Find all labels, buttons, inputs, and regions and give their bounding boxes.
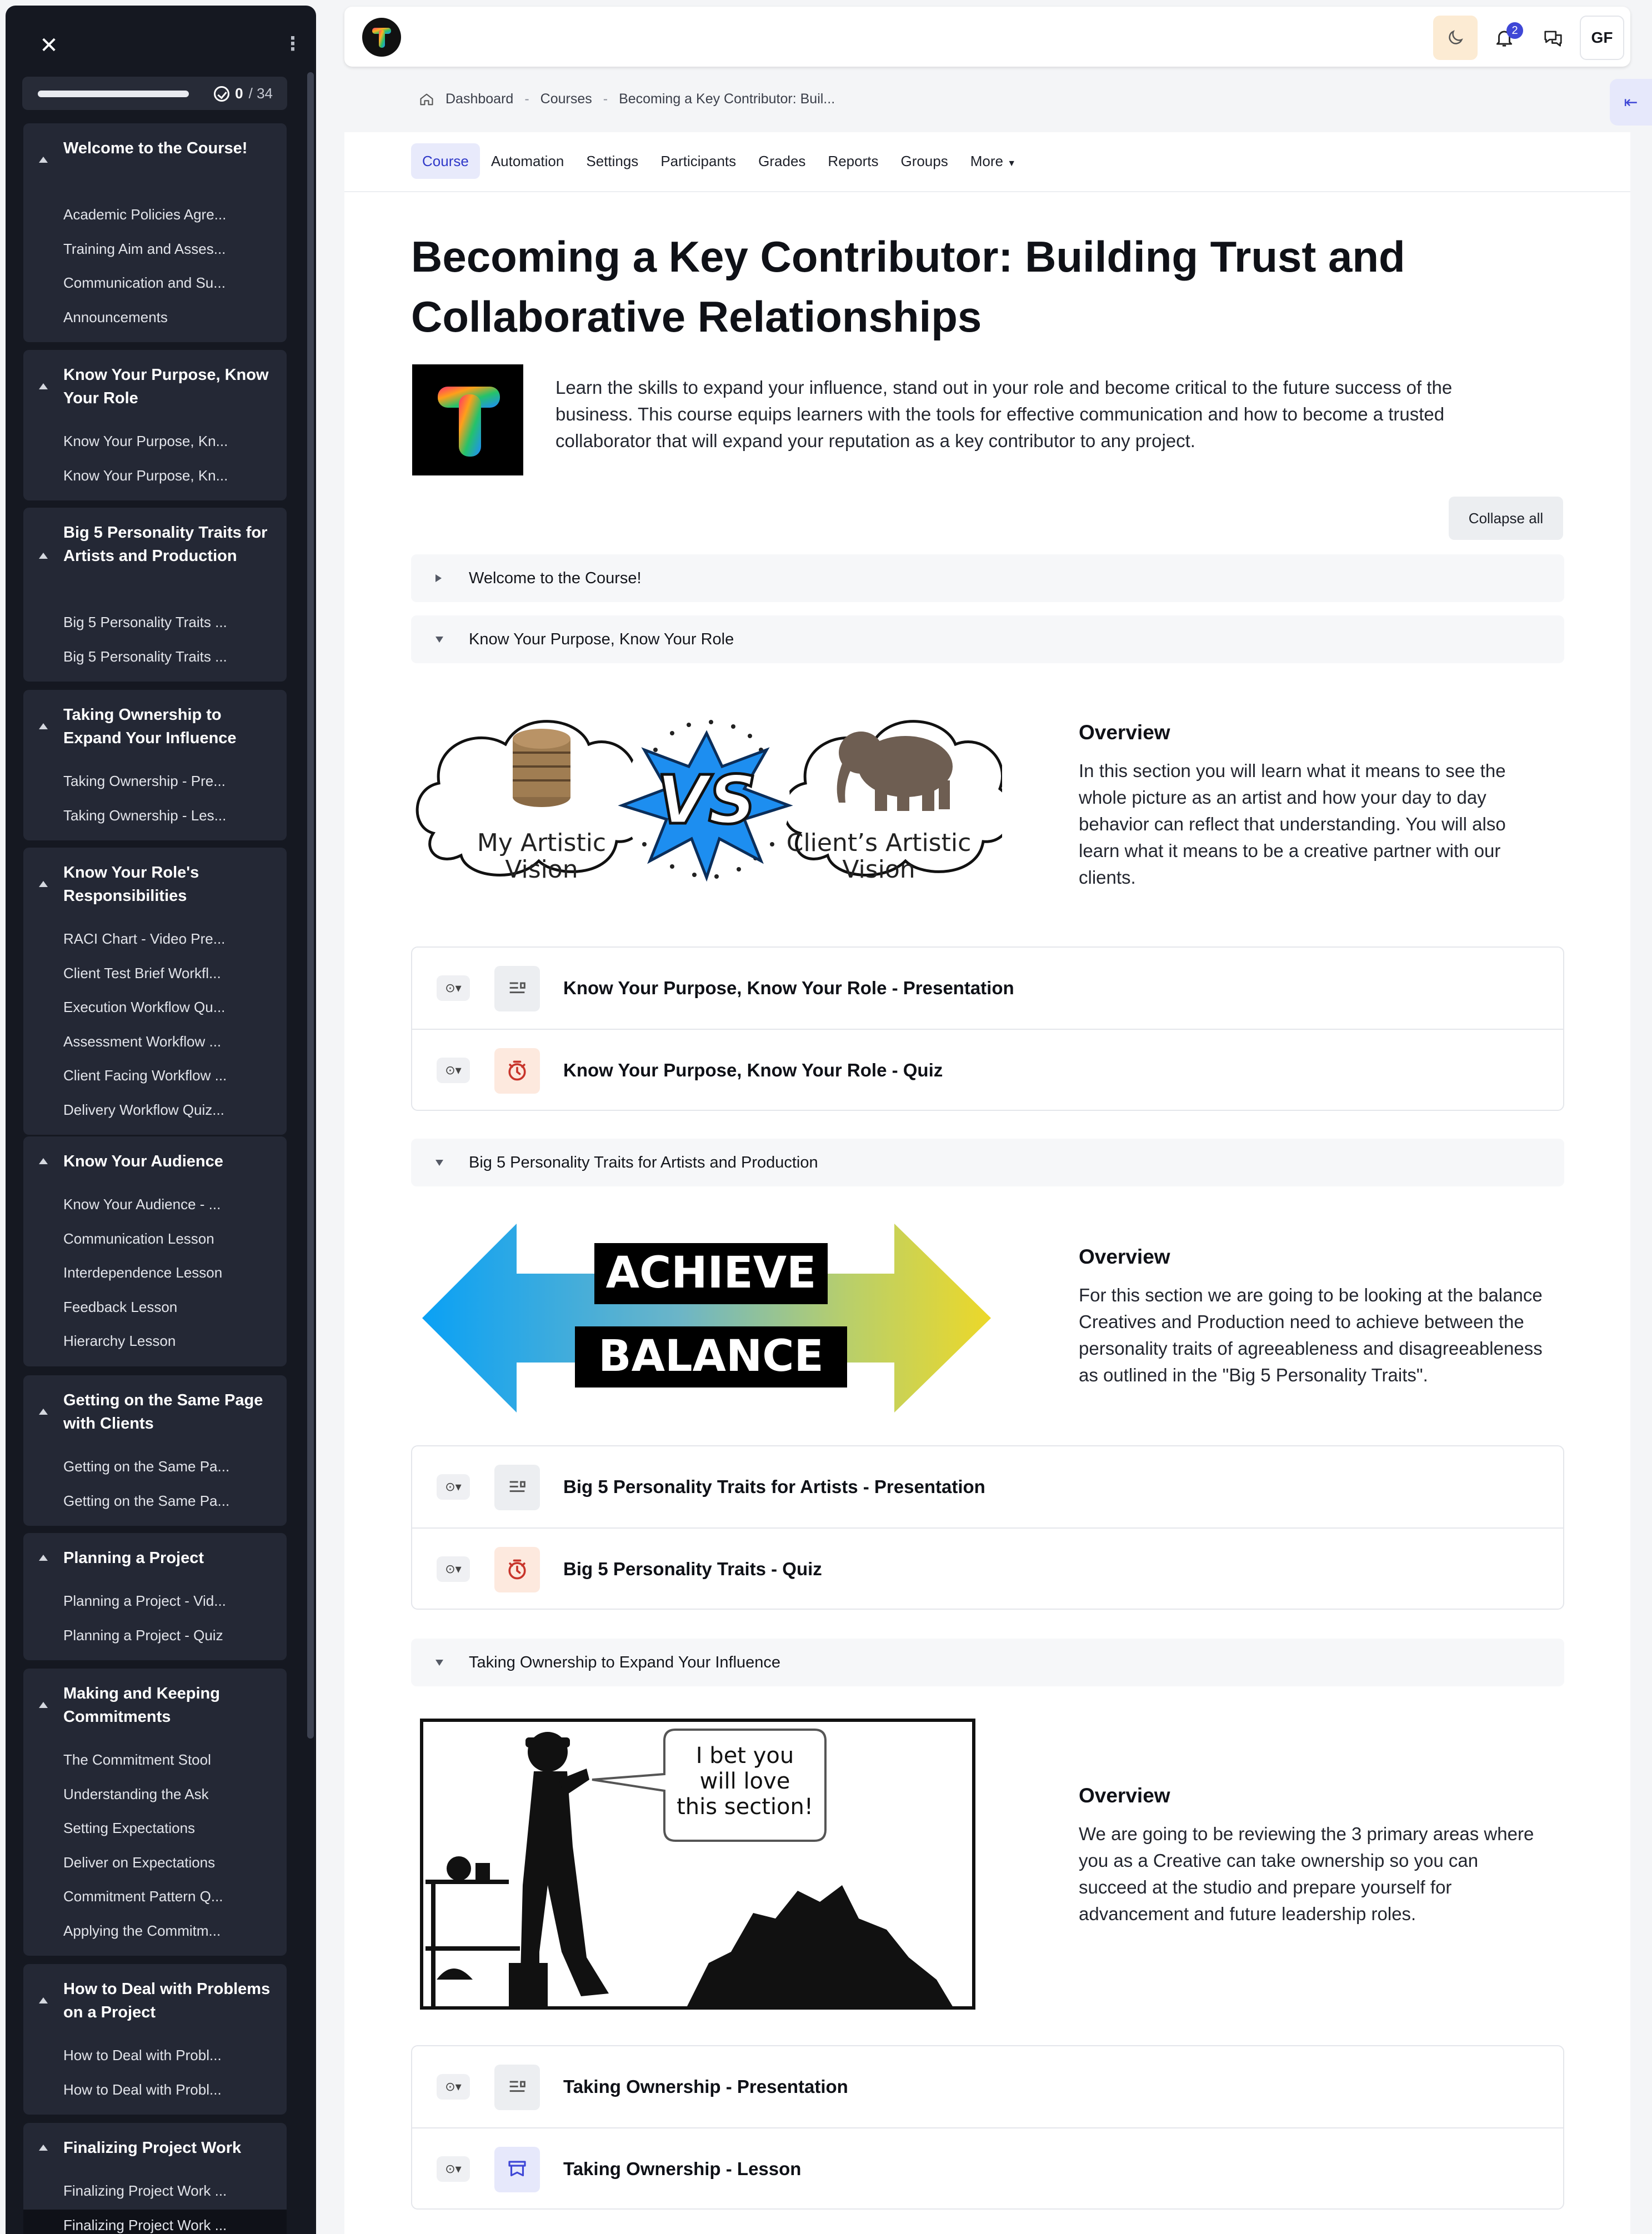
status-dropdown[interactable]: ⊙▾ (437, 2156, 470, 2182)
sidebar-section (23, 690, 287, 840)
sidebar-section (23, 2123, 287, 2234)
course-sidebar (6, 6, 316, 2234)
caret-up-icon (39, 1997, 48, 2003)
sidebar-item[interactable]: Taking Ownership - Pre... (63, 773, 226, 789)
sidebar-section-title: Planning a Project (63, 1549, 204, 1567)
caret-down-icon (435, 1160, 443, 1166)
activity-title[interactable]: Big 5 Personality Traits - Quiz (563, 1559, 822, 1579)
sidebar-item[interactable]: Training Aim and Asses... (63, 240, 226, 257)
tab-course[interactable]: Course (411, 143, 480, 179)
sidebar-section-title: Getting on the Same Page with Clients (63, 1391, 263, 1432)
vs-text: VS (657, 762, 757, 839)
purpose-activities (411, 946, 1564, 1111)
activity-row[interactable] (412, 2127, 1563, 2208)
overview-text: We are going to be reviewing the 3 primary areas where you as a Creative can take ownership so you can succeed at the studio and prepare yourself for advancement and future leadership roles. (1079, 1824, 1534, 1924)
sidebar-item[interactable]: Finalizing Project Work ... (63, 2182, 227, 2199)
sidebar-item[interactable]: Communication Lesson (63, 1230, 214, 1247)
sidebar-item[interactable]: Delivery Workflow Quiz... (63, 1101, 224, 1118)
quiz-timer-icon (494, 1547, 540, 1592)
section-title: Taking Ownership to Expand Your Influence (469, 1654, 781, 1671)
sidebar-section (23, 1136, 287, 1366)
sidebar-section (23, 508, 287, 682)
sidebar-item[interactable]: Getting on the Same Pa... (63, 1458, 230, 1475)
activity-title[interactable]: Taking Ownership - Presentation (563, 2076, 848, 2097)
caret-up-icon (39, 881, 48, 887)
caret-up-icon (39, 1555, 48, 1561)
caret-up-icon (39, 383, 48, 389)
sidebar-item[interactable]: Client Test Brief Workfl... (63, 964, 221, 981)
section-big5-header[interactable] (411, 1139, 1564, 1186)
tab-more[interactable] (959, 143, 1027, 179)
balance-text: BALANCE (598, 1331, 824, 1381)
sidebar-item[interactable]: Communication and Su... (63, 274, 226, 291)
sidebar-section-title: Taking Ownership to Expand Your Influence (63, 706, 237, 747)
sidebar-item[interactable]: Understanding the Ask (63, 1785, 209, 1802)
sidebar-section (23, 848, 287, 1135)
activity-title[interactable]: Taking Ownership - Lesson (563, 2158, 802, 2179)
sidebar-item[interactable]: Announcements (63, 308, 168, 325)
tab-automation[interactable]: Automation (490, 153, 564, 169)
caret-down-icon: ▼ (1007, 159, 1017, 168)
messages-button[interactable] (1531, 16, 1575, 60)
notification-badge: 2 (1506, 22, 1523, 39)
sidebar-section-header[interactable] (23, 508, 287, 568)
main-content (344, 132, 1630, 2234)
sidebar-section (23, 350, 287, 500)
home-icon (419, 92, 434, 107)
sidebar-item[interactable]: Big 5 Personality Traits ... (63, 614, 227, 630)
breadcrumb-separator: - (603, 91, 608, 107)
tab-settings[interactable]: Settings (586, 153, 639, 169)
section-title: Welcome to the Course! (469, 569, 642, 587)
top-bar (344, 7, 1630, 67)
sidebar-header (6, 6, 316, 70)
overview-text: For this section we are going to be looking at the balance Creatives and Production need to achieve between the personality traits of agreeableness and disagreeableness as outlined in the "Big 5 Personality Traits". (1079, 1285, 1543, 1385)
sidebar-section-header[interactable] (23, 1136, 287, 1173)
sidebar-item[interactable]: Planning a Project - Vid... (63, 1592, 226, 1609)
sidebar-item[interactable]: Hierarchy Lesson (63, 1333, 176, 1349)
sidebar-section-header[interactable] (23, 1669, 287, 1729)
image-right-caption: Client’s Artistic Vision (786, 829, 972, 884)
overview-text: In this section you will learn what it means to see the whole picture as an artist and how your day to day behavior can reflect that understanding. You will also learn what it means to be a creative partner with our clients. (1079, 760, 1506, 888)
sidebar-item[interactable]: Commitment Pattern Q... (63, 1888, 223, 1905)
status-dropdown[interactable]: ⊙▾ (437, 1556, 470, 1582)
course-progress (22, 77, 287, 110)
image-left-caption: My Artistic Vision (477, 829, 607, 884)
caret-up-icon (39, 2145, 48, 2151)
activity-row[interactable] (412, 1029, 1563, 1110)
sidebar-item[interactable]: Getting on the Same Pa... (63, 1492, 230, 1509)
activity-row[interactable] (412, 2046, 1563, 2127)
lesson-icon (494, 2147, 540, 2192)
caret-up-icon (39, 1409, 48, 1415)
more-vertical-icon[interactable]: ⋮ (283, 33, 302, 54)
status-dropdown[interactable]: ⊙▾ (437, 975, 470, 1001)
tabs-divider (344, 191, 1630, 192)
breadcrumb (419, 91, 835, 107)
overview-heading: Overview (1079, 1245, 1170, 1268)
section-ownership-header[interactable] (411, 1639, 1564, 1686)
ownership-activities (411, 2045, 1564, 2210)
ownership-illustration (420, 1719, 975, 2012)
chat-icon (1543, 27, 1564, 48)
sidebar-scrollbar[interactable] (307, 72, 314, 1739)
sidebar-item[interactable]: How to Deal with Probl... (63, 2047, 222, 2063)
sidebar-section-title: Welcome to the Course! (63, 139, 248, 157)
scrollbar-thumb[interactable] (307, 72, 314, 1739)
sidebar-section-header[interactable] (23, 1964, 287, 2024)
section-welcome-header[interactable] (411, 554, 1564, 602)
sidebar-section-title: Know Your Purpose, Know Your Role (63, 366, 269, 407)
sidebar-item[interactable]: Planning a Project - Quiz (63, 1626, 223, 1644)
sidebar-item[interactable]: Applying the Commitm... (63, 1922, 221, 1939)
status-dropdown[interactable]: ⊙▾ (437, 2074, 470, 2100)
expand-panel-icon[interactable]: ⇤ (1610, 79, 1652, 126)
collapse-all-button[interactable]: Collapse all (1449, 497, 1563, 540)
close-icon[interactable]: ✕ (39, 33, 58, 58)
presentation-icon (494, 2065, 540, 2110)
sidebar-item[interactable]: Assessment Workflow ... (63, 1033, 222, 1050)
tab-groups[interactable]: Groups (900, 153, 948, 169)
progress-total: / 34 (248, 85, 273, 102)
sidebar-section-header[interactable] (23, 1533, 287, 1570)
caret-up-icon (39, 1702, 48, 1708)
app-logo[interactable] (362, 18, 401, 57)
sidebar-section-header[interactable] (23, 2123, 287, 2160)
notifications-button[interactable] (1482, 16, 1526, 60)
progress-fill (38, 91, 189, 97)
user-avatar[interactable]: GF (1580, 16, 1624, 60)
sidebar-item[interactable]: Academic Policies Agre... (63, 206, 227, 223)
presentation-icon (494, 966, 540, 1011)
sidebar-section-title: Making and Keeping Commitments (63, 1685, 220, 1726)
sidebar-item[interactable]: How to Deal with Probl... (63, 2081, 222, 2098)
tab-reports[interactable]: Reports (828, 153, 879, 169)
status-dropdown[interactable]: ⊙▾ (437, 1474, 470, 1500)
speech-bubble-text: I bet you will love this section! (677, 1743, 813, 1820)
moon-icon (1446, 28, 1465, 47)
caret-up-icon (39, 723, 48, 729)
big5-illustration (411, 1221, 1002, 1418)
section-purpose-header[interactable] (411, 615, 1564, 663)
sidebar-section-title: Big 5 Personality Traits for Artists and Production (63, 524, 268, 565)
sidebar-item[interactable]: Know Your Purpose, Kn... (63, 467, 228, 484)
breadcrumb-current: Becoming a Key Contributor: Buil... (619, 91, 835, 107)
sidebar-section (23, 1669, 287, 1956)
caret-down-icon (435, 637, 443, 643)
breadcrumb-courses[interactable]: Courses (540, 91, 592, 107)
progress-bar (38, 91, 189, 97)
sidebar-section-header[interactable] (23, 848, 287, 908)
tab-grades[interactable]: Grades (758, 153, 806, 169)
sidebar-section-title: Finalizing Project Work (63, 2139, 242, 2157)
status-dropdown[interactable]: ⊙▾ (437, 1058, 470, 1083)
page-title: Becoming a Key Contributor: Building Trust and Collaborative Relationships (411, 232, 1405, 341)
dark-mode-toggle[interactable] (1433, 16, 1478, 60)
progress-count (214, 85, 273, 102)
tab-more-label: More (970, 153, 1003, 169)
sidebar-item[interactable]: Know Your Purpose, Kn... (63, 433, 228, 449)
progress-completed: 0 (235, 85, 243, 102)
sidebar-item[interactable]: Taking Ownership - Les... (63, 807, 227, 824)
sidebar-section (23, 1375, 287, 1526)
presentation-icon (494, 1465, 540, 1510)
activity-row[interactable] (412, 1527, 1563, 1609)
sidebar-item[interactable]: Deliver on Expectations (63, 1854, 216, 1871)
overview-heading: Overview (1079, 1784, 1170, 1807)
caret-up-icon (39, 157, 48, 163)
caret-up-icon (39, 1158, 48, 1164)
sidebar-section (23, 123, 287, 342)
activity-row[interactable] (412, 1446, 1563, 1527)
section-title: Know Your Purpose, Know Your Role (469, 630, 734, 648)
tab-participants[interactable]: Participants (660, 153, 737, 169)
sidebar-item[interactable]: Interdependence Lesson (63, 1264, 223, 1281)
sidebar-item[interactable]: Finalizing Project Work ... (23, 2210, 287, 2234)
sidebar-section-header[interactable] (23, 123, 287, 160)
course-description: Learn the skills to expand your influence, stand out in your role and become critical to the future success of the business. This course equips learners with the tools for effective communication and how to become a trusted collaborator that will expand your reputation as a key contributor to any project. (555, 377, 1453, 451)
activity-title[interactable]: Know Your Purpose, Know Your Role - Quiz (563, 1060, 943, 1080)
sidebar-item[interactable]: Client Facing Workflow ... (63, 1067, 227, 1084)
sidebar-section-title: How to Deal with Problems on a Project (63, 1980, 271, 2021)
sidebar-item[interactable]: Know Your Audience - ... (63, 1196, 221, 1213)
rope-icon (513, 729, 570, 807)
activity-title[interactable]: Know Your Purpose, Know Your Role - Presentation (563, 978, 1014, 998)
quiz-timer-icon (494, 1048, 540, 1094)
caret-down-icon (435, 1660, 443, 1666)
sidebar-section (23, 1533, 287, 1660)
course-tabs (411, 143, 1027, 179)
sidebar-section-header[interactable] (23, 1375, 287, 1435)
breadcrumb-separator: - (524, 91, 529, 107)
course-image (412, 364, 523, 475)
activity-row[interactable] (412, 948, 1563, 1029)
purpose-illustration (411, 700, 1002, 903)
caret-up-icon (39, 553, 48, 559)
sidebar-item[interactable]: Big 5 Personality Traits ... (63, 648, 227, 665)
sidebar-item[interactable]: Setting Expectations (63, 1820, 196, 1836)
caret-right-icon (435, 574, 442, 582)
sidebar-section-title: Know Your Role's Responsibilities (63, 864, 199, 905)
check-circle-icon (214, 86, 229, 102)
big5-activities (411, 1445, 1564, 1610)
sidebar-section-header[interactable] (23, 690, 287, 750)
breadcrumb-dashboard[interactable]: Dashboard (445, 91, 514, 107)
sidebar-section-title: Know Your Audience (63, 1153, 223, 1170)
section-title: Big 5 Personality Traits for Artists and Production (469, 1154, 818, 1171)
overview-heading: Overview (1079, 721, 1170, 744)
achieve-text: ACHIEVE (605, 1248, 817, 1298)
sidebar-section-header[interactable] (23, 350, 287, 410)
sidebar-item[interactable]: The Commitment Stool (63, 1751, 211, 1768)
course-logo-icon (412, 364, 523, 475)
sidebar-item[interactable]: RACI Chart - Video Pre... (63, 930, 226, 947)
sidebar-item[interactable]: Execution Workflow Qu... (63, 999, 226, 1015)
activity-title[interactable]: Big 5 Personality Traits for Artists - Presentation (563, 1476, 985, 1497)
sidebar-item[interactable]: Feedback Lesson (63, 1298, 178, 1315)
sidebar-section (23, 1964, 287, 2115)
